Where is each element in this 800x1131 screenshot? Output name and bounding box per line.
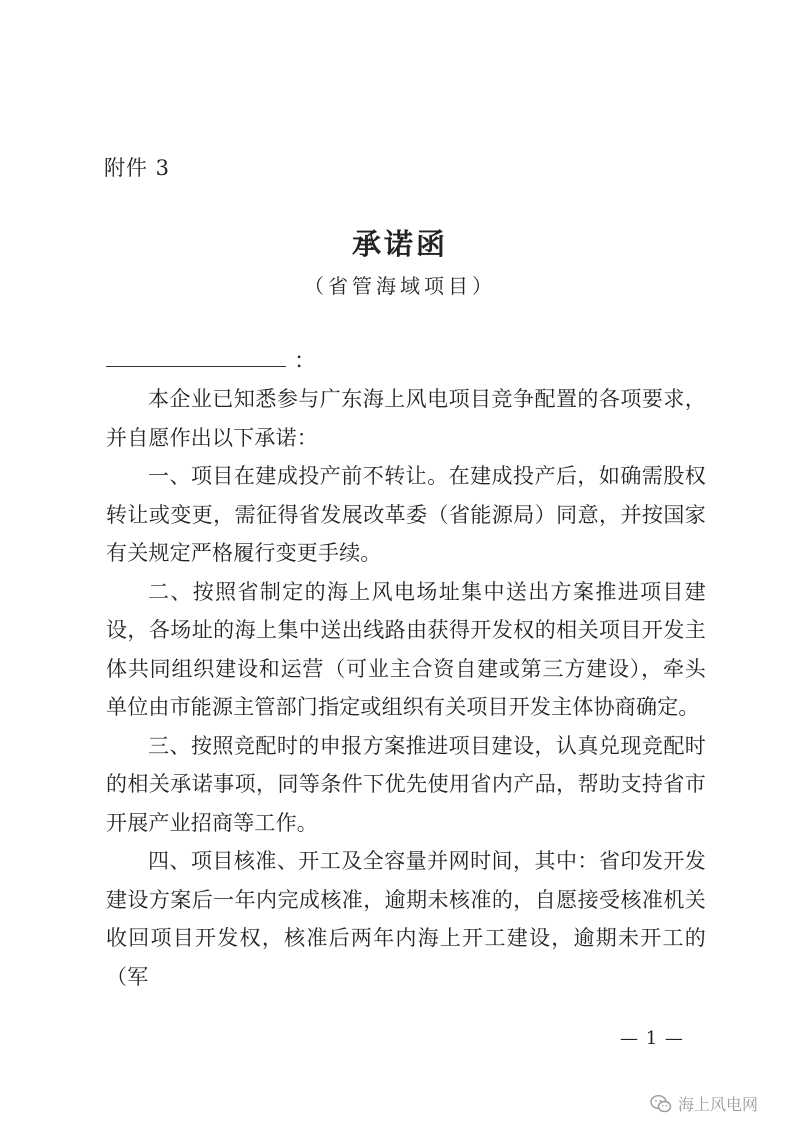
addressee-underline (106, 366, 286, 367)
page-number: — 1 — (620, 1028, 684, 1049)
paragraph-commitment-2: 二、按照省制定的海上风电场址集中送出方案推进项目建设，各场址的海上集中送出线路由获得开发权的相关项目开发主体共同组织建设和运营（可业主合资自建或第三方建设），牵头单位由市能源主管部门指定或组织有关项目开发主体协商确定。 (106, 579, 706, 719)
watermark (650, 1092, 758, 1115)
paragraph-commitment-3: 三、按照竞配时的申报方案推进项目建设，认真兑现竞配时的相关承诺事项，同等条件下优先使用省内产品，帮助支持省市开展产业招商等工作。 (106, 733, 706, 835)
wechat-icon (650, 1094, 672, 1114)
paragraph-commitment-4: 四、项目核准、开工及全容量并网时间，其中：省印发开发建设方案后一年内完成核准，逾期未核准的，自愿接受核准机关收回项目开发权，核准后两年内海上开工建设，逾期未开工的（军 (106, 849, 706, 989)
document-subtitle: （省管海域项目） (304, 274, 496, 298)
paragraph-intro: 本企业已知悉参与广东海上风电项目竞争配置的各项要求，并自愿作出以下承诺： (106, 387, 706, 450)
attachment-label: 附件 3 (104, 156, 171, 180)
commitment-body (106, 380, 706, 996)
addressee-blank (106, 344, 326, 372)
paragraph-commitment-1: 一、项目在建成投产前不转让。在建成投产后，如确需股权转让或变更，需征得省发展改革委（省能源局）同意，并按国家有关规定严格履行变更手续。 (106, 464, 706, 565)
watermark-text: 海上风电网 (678, 1095, 759, 1114)
addressee-colon: ： (294, 349, 317, 374)
document-title: 承诺函 (351, 227, 448, 261)
